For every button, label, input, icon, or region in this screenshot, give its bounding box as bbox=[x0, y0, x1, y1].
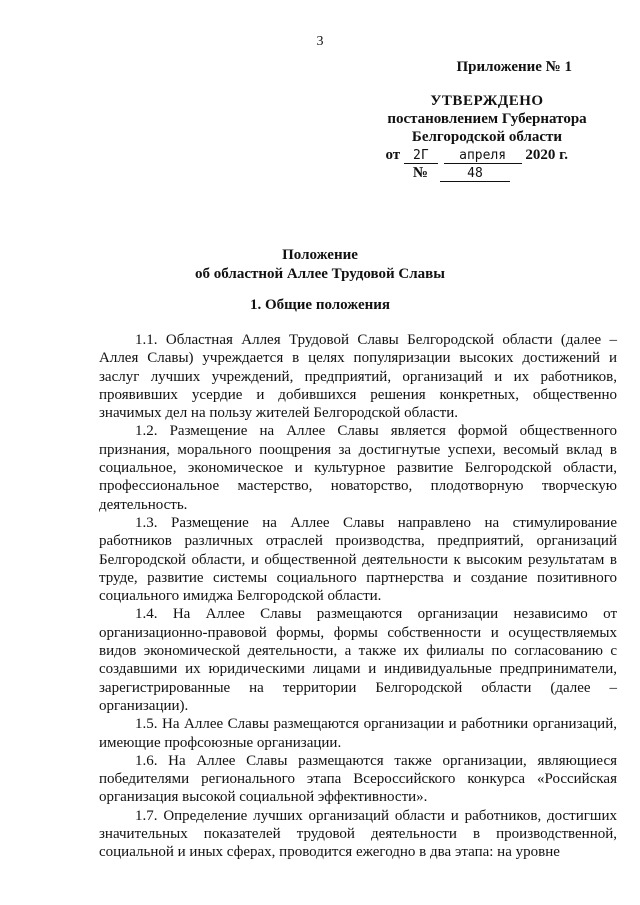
date-prefix: от bbox=[385, 147, 401, 163]
page-number: 3 bbox=[316, 34, 324, 49]
paragraph-1-7: 1.7. Определение лучших организаций области и работников, достигших значительных показателей трудовой деятельности в производственной, социальной и иных сферах, проводится ежегодно в два этапа: на уровне bbox=[99, 807, 617, 861]
approved-label: УТВЕРЖДЕНО bbox=[430, 93, 544, 109]
approval-date-row bbox=[385, 146, 568, 164]
approval-line-2: Белгородской области bbox=[411, 129, 563, 145]
title-line-1: Положение bbox=[282, 247, 358, 263]
approval-heading-block bbox=[372, 92, 602, 146]
section-title: 1. Общие положения bbox=[249, 297, 391, 313]
number-prefix: № bbox=[412, 165, 428, 181]
paragraph-1-3: 1.3. Размещение на Аллее Славы направлено на стимулирование работников различных отраслей производства, предприятий, организаций Белгородской области, и общественной деятельности к высоким результатам в труде, развитие системы социального партнерства и создание позитивного социального имиджа Белгородской области. bbox=[99, 514, 617, 605]
date-year: 2020 г. bbox=[525, 147, 568, 163]
document-body bbox=[99, 331, 617, 862]
approval-line-1: постановлением Губернатора bbox=[387, 111, 587, 127]
number-value-handwritten: 48 bbox=[440, 166, 510, 182]
title-line-2: об областной Аллее Трудовой Славы bbox=[195, 266, 445, 282]
annex-label: Приложение № 1 bbox=[456, 59, 572, 75]
paragraph-1-5: 1.5. На Аллее Славы размещаются организации и работники организаций, имеющие профсоюзные организации. bbox=[99, 716, 617, 751]
date-month-handwritten: апреля bbox=[444, 148, 522, 164]
paragraph-1-2: 1.2. Размещение на Аллее Славы является формой общественного признания, морального поощрения за достигнутые успехи, весомый вклад в социальное, экономическое и культурное развитие Белгородской области, профессиональное мастерство, новаторство, плодотворную творческую деятельность. bbox=[99, 423, 617, 513]
paragraph-1-4: 1.4. На Аллее Славы размещаются организации независимо от организационно-правовой формы, формы собственности и осуществляемых видов экономической деятельности, а также их филиалы по согласованию с создавшими их юридическими лицами и индивидуальные предприниматели, зарегистрированные на территории Белгородской области (далее – организации). bbox=[99, 606, 617, 714]
date-day-handwritten: 2Г bbox=[404, 148, 438, 164]
paragraph-1-1: 1.1. Областная Аллея Трудовой Славы Белгородской области (далее – Аллея Славы) учреждается в целях популяризации высоких достижений и заслуг лучших учреждений, предприятий, организаций и их работников, проявивших усердие и добившихся решения конкретных, общественно значимых дел на пользу жителей Белгородской области. bbox=[99, 332, 617, 422]
approval-number-row bbox=[413, 164, 510, 182]
paragraph-1-6: 1.6. На Аллее Славы размещаются также организации, являющиеся победителями регионального этапа Всероссийского конкурса «Российская организация высокой социальной эффективности». bbox=[99, 752, 617, 806]
document-title bbox=[0, 246, 640, 284]
